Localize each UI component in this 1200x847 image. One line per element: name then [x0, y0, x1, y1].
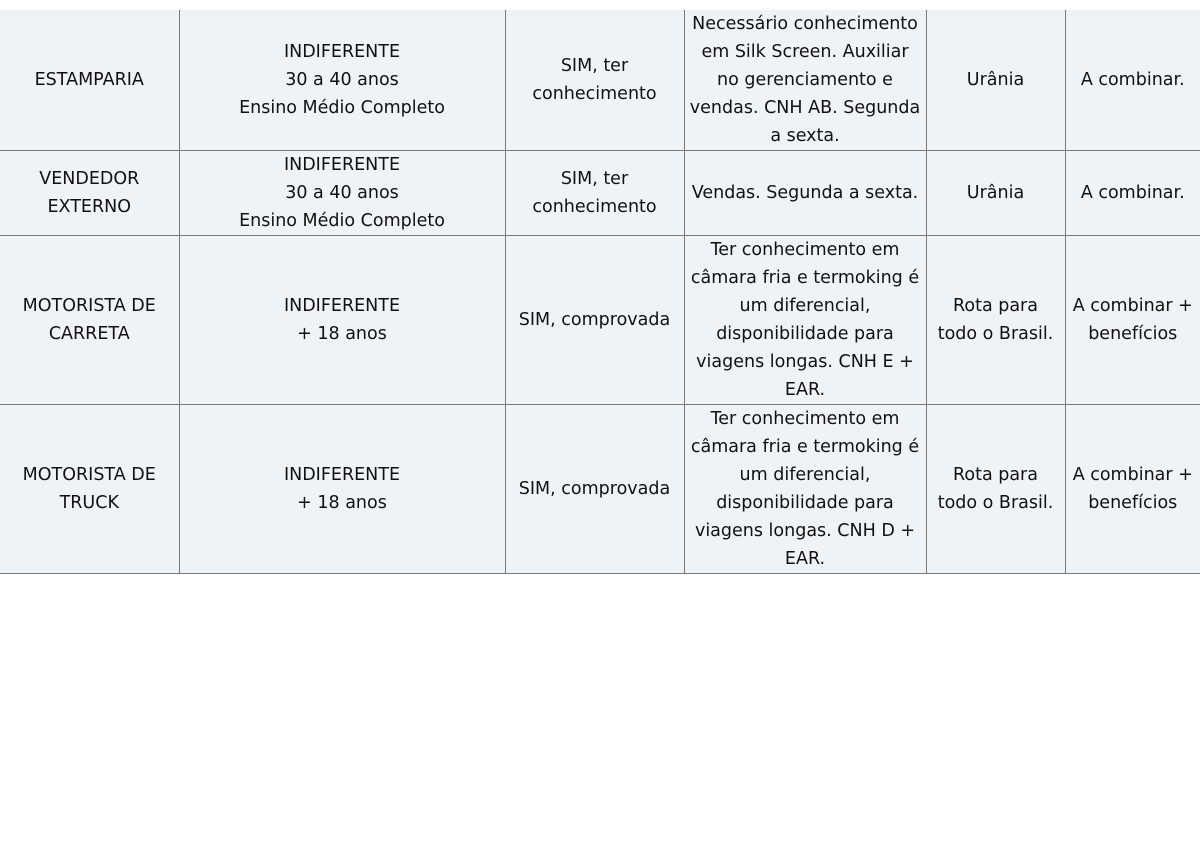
table-row	[0, 405, 1200, 574]
cell-perfil	[179, 10, 505, 151]
cell-text-line: benefícios	[1088, 324, 1178, 344]
cell-text-line: viagens longas. CNH E +	[696, 352, 914, 372]
table-row	[0, 151, 1200, 236]
cell-text-line: Ter conhecimento em	[710, 240, 900, 260]
cell-text-line: INDIFERENTE	[283, 465, 401, 485]
job-openings-table	[0, 10, 1200, 574]
cell-text-line: SIM, comprovada	[518, 310, 671, 330]
cell-text-line: SIM, comprovada	[518, 479, 671, 499]
cell-text-line: todo o Brasil.	[937, 493, 1054, 513]
cell-text-line: conhecimento	[532, 84, 657, 104]
cell-text-line: A combinar +	[1072, 465, 1193, 485]
cell-descricao	[684, 151, 926, 236]
cell-text-line: A combinar.	[1080, 70, 1185, 90]
cell-text-line: SIM, ter	[560, 56, 629, 76]
cell-text-line: INDIFERENTE	[283, 296, 401, 316]
cell-text-line: ESTAMPARIA	[34, 70, 144, 90]
cell-text-line: Rota para	[953, 465, 1038, 485]
cell-text-line: MOTORISTA DE	[22, 296, 156, 316]
cell-text-line: 30 a 40 anos	[285, 183, 399, 203]
cell-salario	[1065, 10, 1200, 151]
cell-experiencia	[505, 151, 684, 236]
cell-text-line: Necessário conhecimento	[692, 14, 918, 34]
cell-text-line: VENDEDOR	[39, 169, 140, 189]
cell-text-line: Ensino Médio Completo	[239, 211, 445, 231]
cell-descricao	[684, 10, 926, 151]
cell-text-line: Rota para	[953, 296, 1038, 316]
cell-local	[926, 10, 1065, 151]
cell-text-line: + 18 anos	[297, 324, 387, 344]
cell-text-line: vendas. CNH AB. Segunda	[689, 98, 921, 118]
cell-descricao	[684, 405, 926, 574]
cell-text-line: SIM, ter	[560, 169, 629, 189]
cell-text-line: Ensino Médio Completo	[239, 98, 445, 118]
cell-text-line: 30 a 40 anos	[285, 70, 399, 90]
cell-perfil	[179, 405, 505, 574]
cell-cargo	[0, 236, 179, 405]
cell-experiencia	[505, 236, 684, 405]
cell-text-line: CARRETA	[48, 324, 130, 344]
cell-text-line: câmara fria e termoking é	[690, 437, 920, 457]
cell-cargo	[0, 405, 179, 574]
cell-text-line: no gerenciamento e	[717, 70, 893, 90]
cell-salario	[1065, 236, 1200, 405]
cell-text-line: A combinar +	[1072, 296, 1193, 316]
cell-local	[926, 405, 1065, 574]
cell-text-line: em Silk Screen. Auxiliar	[701, 42, 909, 62]
table-row	[0, 10, 1200, 151]
cell-perfil	[179, 236, 505, 405]
cell-text-line: disponibilidade para	[716, 324, 894, 344]
cell-cargo	[0, 151, 179, 236]
cell-experiencia	[505, 10, 684, 151]
cell-text-line: EXTERNO	[47, 197, 131, 217]
cell-text-line: benefícios	[1088, 493, 1178, 513]
cell-text-line: todo o Brasil.	[937, 324, 1054, 344]
cell-text-line: EAR.	[784, 380, 826, 400]
cell-text-line: MOTORISTA DE	[22, 465, 156, 485]
cell-text-line: + 18 anos	[297, 493, 387, 513]
cell-text-line: Urânia	[966, 70, 1025, 90]
cell-experiencia	[505, 405, 684, 574]
cell-descricao	[684, 236, 926, 405]
cell-text-line: conhecimento	[532, 197, 657, 217]
cell-text-line: A combinar.	[1080, 183, 1185, 203]
cell-salario	[1065, 151, 1200, 236]
cell-text-line: Urânia	[966, 183, 1025, 203]
cell-salario	[1065, 405, 1200, 574]
cell-cargo	[0, 10, 179, 151]
cell-text-line: Ter conhecimento em	[710, 409, 900, 429]
cell-text-line: Vendas. Segunda a sexta.	[691, 183, 919, 203]
cell-text-line: câmara fria e termoking é	[690, 268, 920, 288]
cell-local	[926, 151, 1065, 236]
table-row	[0, 236, 1200, 405]
cell-text-line: EAR.	[784, 549, 826, 569]
cell-text-line: disponibilidade para	[716, 493, 894, 513]
cell-text-line: INDIFERENTE	[283, 155, 401, 175]
cell-text-line: INDIFERENTE	[283, 42, 401, 62]
cell-text-line: viagens longas. CNH D +	[694, 521, 916, 541]
cell-text-line: a sexta.	[770, 126, 840, 146]
cell-text-line: um diferencial,	[739, 465, 871, 485]
cell-local	[926, 236, 1065, 405]
cell-text-line: TRUCK	[59, 493, 119, 513]
cell-perfil	[179, 151, 505, 236]
cell-text-line: um diferencial,	[739, 296, 871, 316]
